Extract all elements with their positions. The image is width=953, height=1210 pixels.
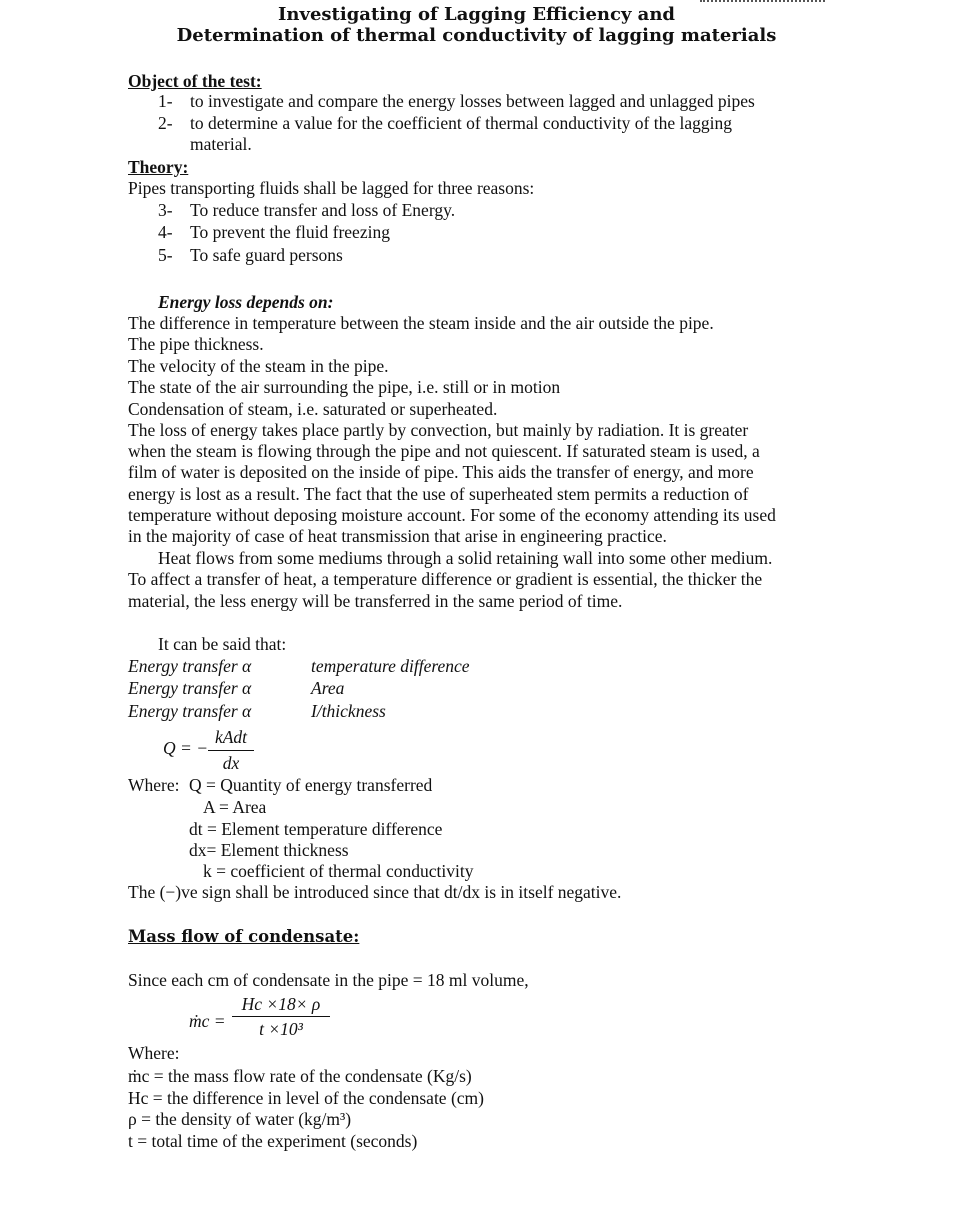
mass-where-item-4: t = total time of the experiment (seconds) — [128, 1131, 418, 1151]
relation-1-left: Energy transfer α — [128, 656, 252, 676]
energy-line-11: in the majority of case of heat transmission that arise in engineering practice. — [128, 526, 667, 546]
energy-line-4: The state of the air surrounding the pipe, i.e. still or in motion — [128, 377, 561, 397]
energy-line-10: temperature without deposing moisture account. For some of the economy attending its used — [128, 505, 776, 525]
where-item-5: k = coefficient of thermal conductivity — [203, 861, 474, 881]
energy-line-6: The loss of energy takes place partly by convection, but mainly by radiation. It is greater — [128, 420, 749, 440]
relation-2-right: Area — [311, 678, 345, 698]
formula-q-numerator: kAdt — [214, 727, 248, 747]
theory-heading: Theory: — [128, 157, 189, 177]
title-line-1: Investigating of Lagging Efficiency and — [277, 4, 676, 25]
where-item-1: Q = Quantity of energy transferred — [189, 775, 433, 795]
object-item-2 — [158, 113, 732, 134]
mass-flow-heading: Mass flow of condensate: — [128, 927, 360, 946]
energy-para2-line-3: material, the less energy will be transferred in the same period of time. — [128, 591, 623, 611]
theory-item-2 — [158, 222, 390, 243]
theory-item-2-text: To prevent the fluid freezing — [190, 222, 390, 242]
relation-3-left: Energy transfer α — [128, 701, 252, 721]
theory-item-1-num: 3- — [158, 200, 173, 220]
formula-q-fraction — [208, 723, 254, 773]
object-item-1-text: to investigate and compare the energy losses between lagged and unlagged pipes — [190, 91, 755, 111]
object-item-2-text: to determine a value for the coefficient of thermal conductivity of the lagging — [190, 113, 732, 133]
mass-where-label: Where: — [128, 1043, 180, 1063]
energy-para2-line-1: Heat flows from some mediums through a solid retaining wall into some other medium. — [158, 548, 773, 568]
relation-1-right: temperature difference — [311, 656, 470, 676]
formula-m-numerator: Hc ×18× ρ — [241, 994, 321, 1014]
energy-loss-heading: Energy loss depends on: — [158, 292, 334, 312]
where-item-3: dt = Element temperature difference — [189, 819, 443, 839]
where-item-4: dx= Element thickness — [189, 840, 349, 860]
object-item-2-num: 2- — [158, 113, 173, 133]
energy-line-3: The velocity of the steam in the pipe. — [128, 356, 389, 376]
sign-note: The (−)ve sign shall be introduced since that dt/dx is in itself negative. — [128, 882, 622, 902]
mass-where-item-1: ṁc = the mass flow rate of the condensate (Kg/s) — [128, 1066, 472, 1086]
object-item-2-cont: material. — [190, 134, 252, 154]
formula-m-fraction — [232, 992, 330, 1042]
mass-where-item-2: Hc = the difference in level of the condensate (cm) — [128, 1088, 484, 1108]
energy-line-5: Condensation of steam, i.e. saturated or superheated. — [128, 399, 498, 419]
formula-m-lhs: ṁc = — [189, 1011, 226, 1031]
energy-para2-line-2: To affect a transfer of heat, a temperature difference or gradient is essential, the thicker the — [128, 569, 763, 589]
where-item-2: A = Area — [203, 797, 267, 817]
object-heading: Object of the test: — [128, 71, 262, 91]
theory-item-3-num: 5- — [158, 245, 173, 265]
title-line-2: Determination of thermal conductivity of lagging materials — [176, 25, 777, 46]
relation-3-right: I/thickness — [311, 701, 386, 721]
theory-item-1 — [158, 200, 455, 221]
theory-item-3-text: To safe guard persons — [190, 245, 343, 265]
energy-line-7: when the steam is flowing through the pipe and not quiescent. If saturated steam is used, a — [128, 441, 760, 461]
fraction-bar — [208, 750, 254, 751]
object-item-1-num: 1- — [158, 91, 173, 111]
formula-q-denominator: dx — [222, 753, 240, 773]
energy-line-8: film of water is deposited on the inside of pipe. This aids the transfer of energy, and more — [128, 462, 754, 482]
mass-flow-intro: Since each cm of condensate in the pipe = 18 ml volume, — [128, 970, 529, 990]
relations-intro: It can be said that: — [158, 634, 287, 654]
formula-m-denominator: t ×10³ — [259, 1019, 303, 1039]
relation-2-left: Energy transfer α — [128, 678, 252, 698]
theory-item-2-num: 4- — [158, 222, 173, 242]
fraction-bar — [232, 1016, 330, 1017]
energy-line-1: The difference in temperature between the steam inside and the air outside the pipe. — [128, 313, 714, 333]
mass-where-item-3: ρ = the density of water (kg/m³) — [128, 1109, 352, 1129]
theory-item-3 — [158, 245, 343, 266]
theory-item-1-text: To reduce transfer and loss of Energy. — [190, 200, 456, 220]
energy-line-2: The pipe thickness. — [128, 334, 264, 354]
formula-q-lhs: Q = − — [163, 738, 209, 758]
energy-line-9: energy is lost as a result. The fact that the use of superheated stem permits a reduction of — [128, 484, 749, 504]
theory-intro: Pipes transporting fluids shall be lagged for three reasons: — [128, 178, 535, 198]
object-item-1 — [158, 91, 755, 112]
where-label: Where: — [128, 775, 180, 795]
